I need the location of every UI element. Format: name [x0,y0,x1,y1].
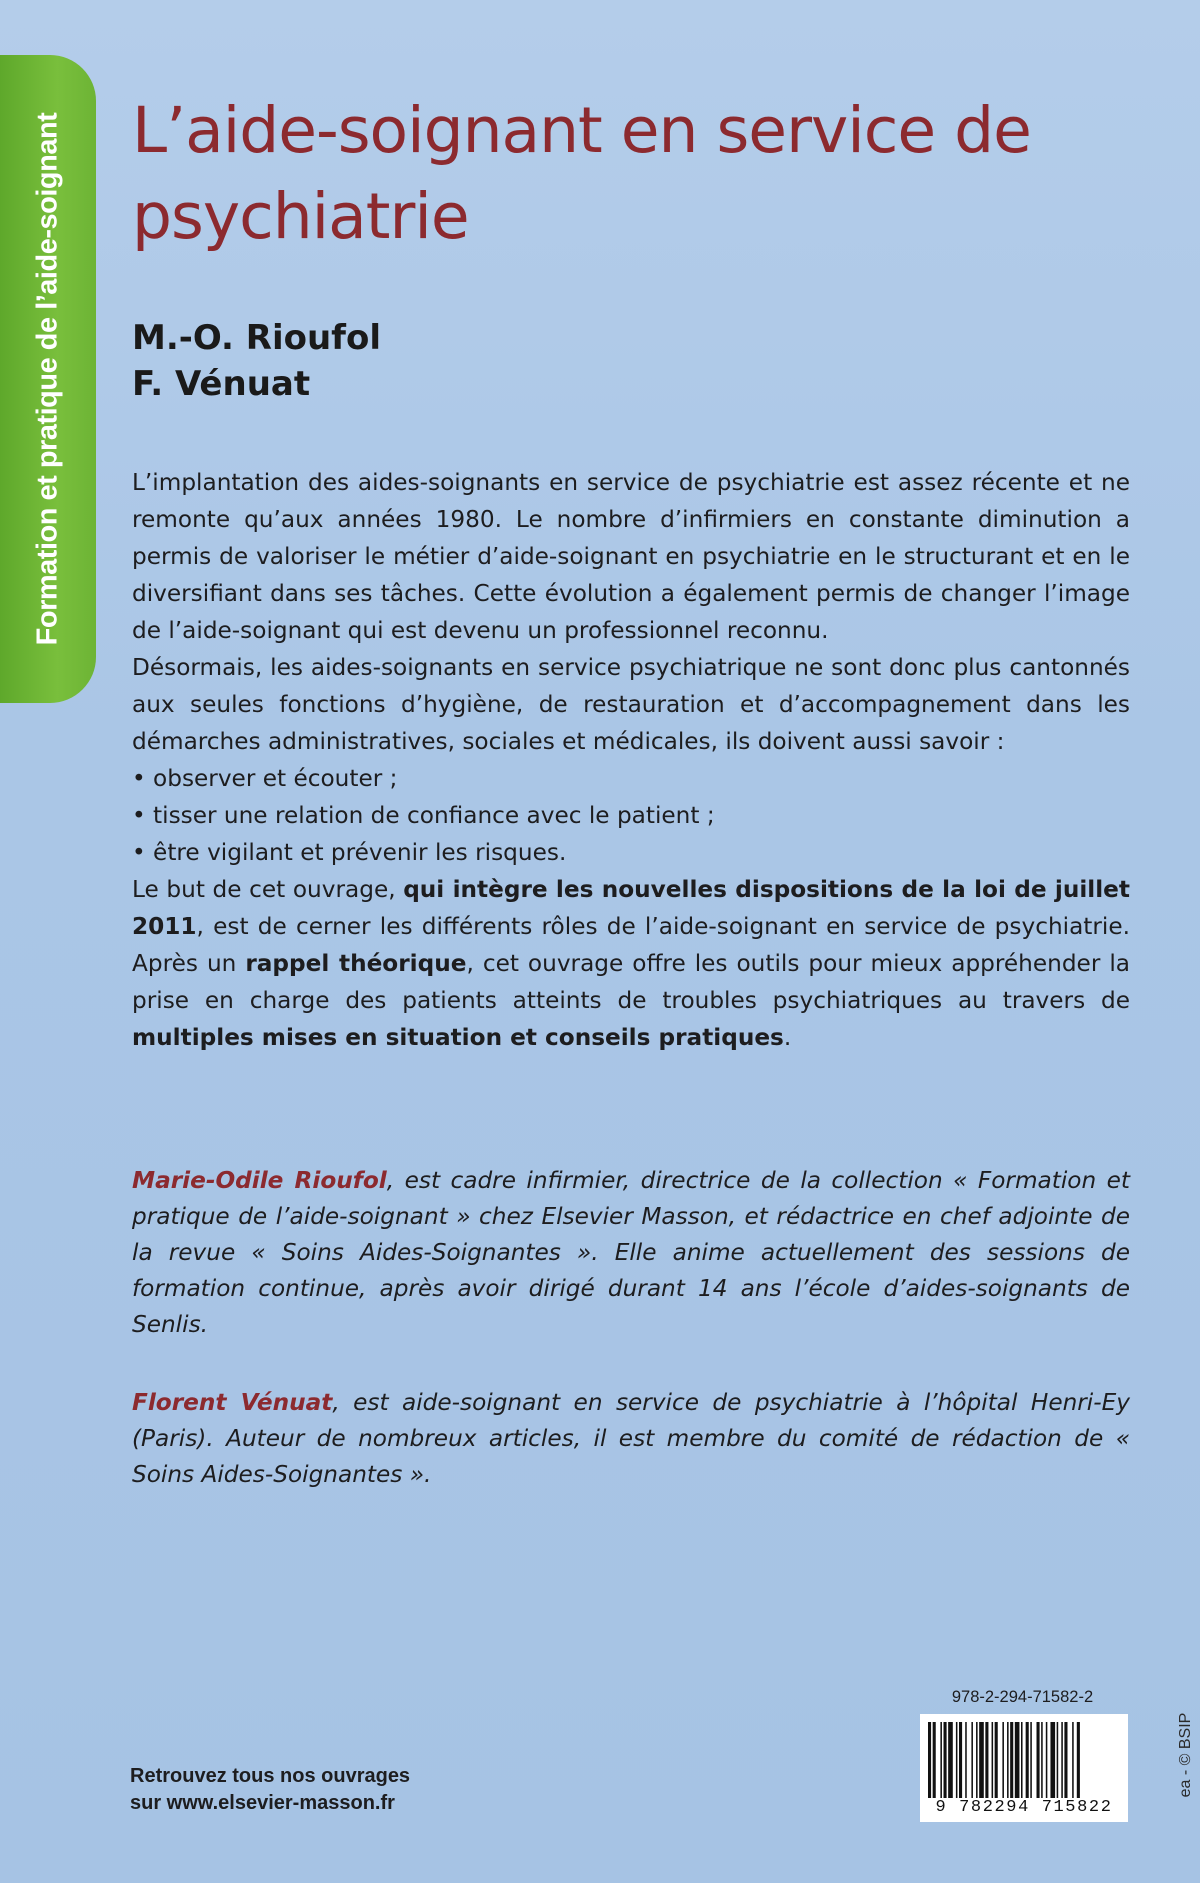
barcode-bar [976,1722,978,1800]
barcode-bar [1015,1722,1020,1800]
author-name: F. Vénuat [132,364,311,404]
barcode-bar [1021,1722,1023,1800]
description-paragraph: Désormais, les aides-soignants en service psychiatrique ne sont donc plus cantonnés aux seules fonctions d’hygiène, de restauration et d’accompagnement dans les démarches administratives, sociales et médicales, ils doivent aussi savoir : [132,654,1130,755]
list-item: • tisser une relation de confiance avec le patient ; [132,802,715,829]
bio-text: , est cadre infirmier, directrice de la collection « Formation et pratique de l’aide-soignant » chez Elsevier Masson, et rédactrice en chef adjointe de la revue « Soins Aides-Soignantes ». Elle anime actuellement des sessions de formation continue, après avoir dirigé durant 14 ans l’école d’aides-soignants de Senlis. [132,1167,1130,1338]
barcode-bar [959,1722,962,1800]
bio-name: Marie-Odile Rioufol [132,1167,387,1194]
text-span: , est de cerner les différents rôles de l’aide-soignant en service de psychiatrie. Après un [132,913,1130,977]
barcode-bar [928,1722,931,1800]
series-label: Formation et pratique de l’aide-soignant [31,112,64,646]
barcode-bar [965,1722,967,1800]
barcode-bar [1057,1722,1059,1800]
book-description [132,464,1130,1056]
description-paragraph [132,871,1130,1056]
photo-credit: ea - © BSIP [1177,1712,1194,1798]
barcode-bar [985,1722,988,1800]
barcode-bar [944,1722,947,1800]
text-span: , cet ouvrage offre les outils pour mieux appréhender la prise en charge des patients atteints de troubles psychiatriques au travers de [132,950,1131,1014]
book-title: L’aide-soignant en service de psychiatrie [132,94,1031,253]
text-span: Le but de cet ouvrage, [132,876,404,903]
barcode-bar [1007,1722,1009,1800]
barcode-bar [940,1722,942,1800]
barcode-bar [1077,1722,1080,1800]
bold-text: multiples mises en situation et conseils pratiques [132,1024,784,1051]
barcode-bar [956,1722,958,1800]
barcode-bar [1050,1722,1055,1800]
barcode-bar [1026,1722,1029,1800]
text-span: . [783,1024,792,1051]
barcode-bar [933,1722,936,1800]
author-bio [132,1163,1130,1343]
barcode-bar [971,1722,973,1800]
website-note [130,1763,410,1817]
website-line: Retrouvez tous nos ouvrages [130,1765,411,1787]
barcode-bar [1064,1722,1067,1800]
isbn-number: 978-2-294-71582-2 [951,1688,1094,1706]
description-paragraph: L’implantation des aides-soignants en service de psychiatrie est assez récente et ne remonte qu’aux années 1980. Le nombre d’infirmiers en constante diminution a permis de valoriser le métier d’aide-soignant en psychiatrie en le structurant et en le diversifiant dans ses tâches. Cette évolution a également permis de changer l’image de l’aide-soignant qui est devenu un professionnel reconnu. [132,469,1130,644]
bold-text: qui intègre les nouvelles dispositions de la loi de juillet 2011 [132,876,1130,940]
barcode-bar [979,1722,984,1800]
barcode-digits: 9 782294 715822 [920,1798,1128,1817]
skills-list [132,760,1130,871]
barcode-bar [1002,1722,1004,1800]
series-tab [0,55,96,703]
author-bio [132,1385,1130,1493]
barcode-bar [1061,1722,1063,1800]
authors [132,315,381,407]
author-name: M.-O. Rioufol [132,318,381,358]
barcode-bar [1041,1722,1043,1800]
barcode-bar [1037,1722,1040,1800]
barcode-bar [1030,1722,1032,1800]
barcode-bar [995,1722,998,1800]
website-url: sur www.elsevier-masson.fr [130,1792,395,1814]
barcode [920,1714,1128,1822]
barcode-bar [1010,1722,1013,1800]
barcode-bar [992,1722,994,1800]
bio-text: , est aide-soignant en service de psychiatrie à l’hôpital Henri-Ey (Paris). Auteur de nombreux articles, il est membre du comité de rédaction de « Soins Aides-Soignantes ». [132,1389,1130,1488]
list-item: • observer et écouter ; [132,765,398,792]
list-item: • être vigilant et prévenir les risques. [132,839,567,866]
bold-text: rappel théorique [245,950,467,977]
barcode-bar [948,1722,953,1800]
barcode-bar [1072,1722,1074,1800]
bio-name: Florent Vénuat [132,1389,333,1416]
barcode-bar [1046,1722,1048,1800]
